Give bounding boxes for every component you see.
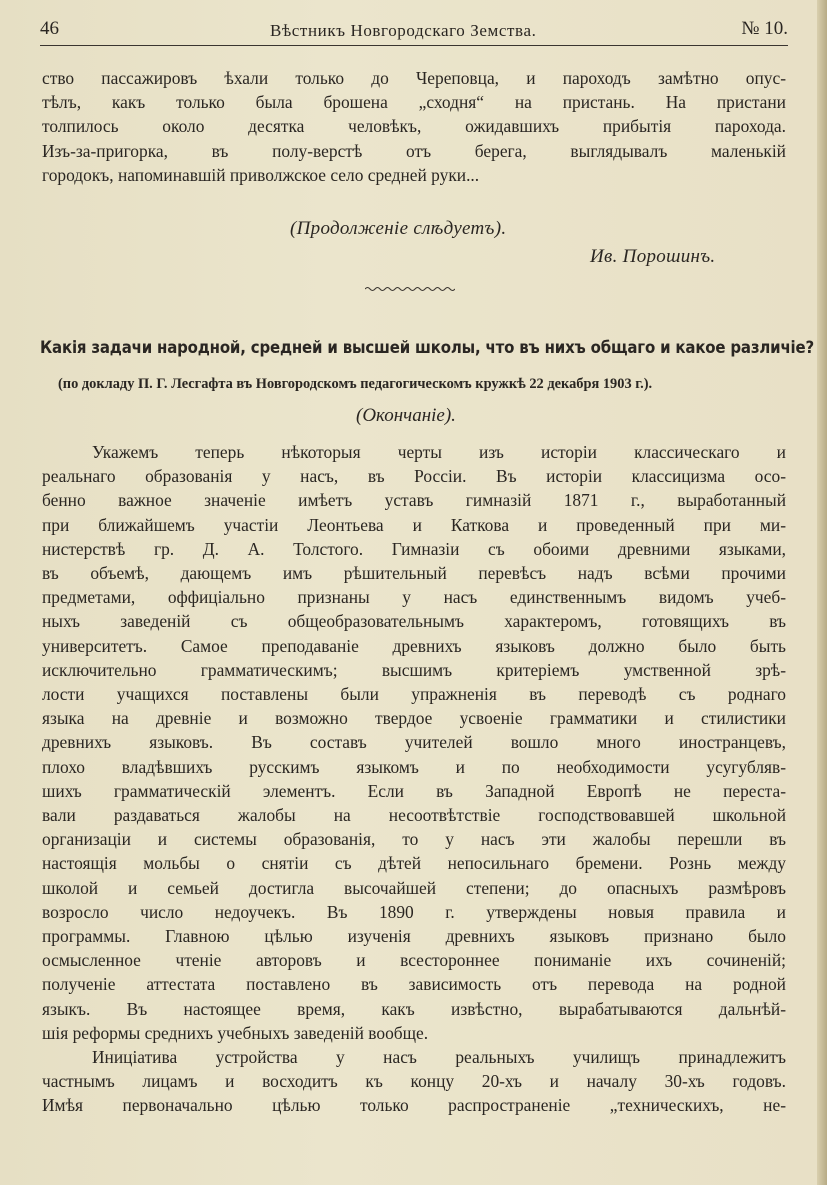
text-line: плохо владѣвшихъ русскимъ языкомъ и по необходимости усугубляв- [42, 756, 786, 777]
text-line: осмысленное чтеніе авторовъ и всестороннее пониманіе ихъ сочиненій; [42, 950, 786, 971]
text-line: Изъ-за-пригорка, въ полу-верстѣ отъ берега, выглядывалъ маленькій [42, 140, 786, 161]
text-line: Имѣя первоначально цѣлью только распространеніе „техническихъ, не- [42, 1095, 786, 1116]
text-line: въ объемѣ, дающемъ имъ рѣшительный перевѣсъ надъ всѣми прочими [42, 563, 786, 584]
header-rule [40, 45, 788, 46]
author-signature: Ив. Порошинъ. [590, 246, 716, 267]
text-line: лости учащихся поставлены были упражненія въ переводѣ съ роднаго [42, 684, 786, 705]
text-line: программы. Главною цѣлью изученія древнихъ языковъ признано было [42, 926, 786, 947]
article-title: Какія задачи народной, средней и высшей школы, что въ нихъ общаго и какое различіе? [40, 338, 814, 358]
text-line: вали раздаваться жалобы на несоотвѣтствіе господствовавшей школьной [42, 805, 786, 826]
text-line: частнымъ лицамъ и восходитъ къ концу 20-хъ и началу 30-хъ годовъ. [42, 1071, 786, 1092]
text-line: древнихъ языковъ. Въ составъ учителей вошло много иностранцевъ, [42, 732, 786, 753]
text-line: университетъ. Самое преподаваніе древнихъ языковъ должно было быть [42, 635, 786, 656]
continuation-note: (Продолженіе слѣдуетъ). [290, 218, 507, 239]
article-subtitle: (по докладу П. Г. Лесгафта въ Новгородскомъ педагогическомъ кружкѣ 22 декабря 1903 г.). [58, 376, 653, 392]
text-line: реальнаго образованія у насъ, въ Россіи. Въ исторіи классицизма осо- [42, 466, 786, 487]
text-line: шихъ грамматическій элементъ. Если въ Западной Европѣ не переста- [42, 780, 786, 801]
running-header [40, 18, 788, 48]
text-line: Укажемъ теперь нѣкоторыя черты изъ исторіи классическаго и [92, 442, 786, 462]
page-number: 46 [40, 18, 59, 39]
text-line: языкъ. Въ настоящее время, какъ извѣстно, вырабатываются дальнѣй- [42, 998, 786, 1019]
text-line: городокъ, напоминавшій приволжское село средней руки... [42, 164, 480, 185]
text-line: возросло число недоучекъ. Въ 1890 г. утверждены новыя правила и [42, 901, 786, 922]
text-line: предметами, оффиціально признаны у насъ единственнымъ видомъ учеб- [42, 587, 786, 608]
text-line: бенно важное значеніе имѣетъ уставъ гимназій 1871 г., выработанный [42, 490, 786, 511]
text-line: языка на древніе и возможно твердое усвоеніе грамматики и стилистики [42, 708, 786, 729]
issue-number: № 10. [741, 18, 788, 39]
text-line: исключительно грамматическимъ; высшимъ критеріемъ умственной зрѣ- [42, 659, 786, 680]
text-line: толпилось около десятка человѣкъ, ожидавшихъ прибытія парохода. [42, 116, 786, 137]
text-line: ство пассажировъ ѣхали только до Череповца, и пароходъ замѣтно опус- [42, 68, 786, 88]
previous-article-text [42, 66, 786, 187]
text-line: школой и семьей достигла высочайшей степени; до опасныхъ размѣровъ [42, 877, 786, 898]
text-line: полученіе аттестата поставлено въ зависимость отъ перевода на родной [42, 974, 786, 995]
text-line: Иниціатива устройства у насъ реальныхъ училищъ принадлежитъ [92, 1047, 786, 1068]
text-line: настоящія мольбы о снятіи съ дѣтей непосильнаго бремени. Рознь между [42, 853, 786, 874]
divider-ornament [365, 286, 455, 292]
text-line: ныхъ заведеній съ общеобразовательнымъ характеромъ, готовящихъ въ [42, 611, 786, 632]
article-part-label: (Окончаніе). [356, 405, 456, 426]
text-line: тѣлъ, какъ только была брошена „сходня“ на пристань. На пристани [42, 92, 786, 113]
journal-title: Вѣстникъ Новгородскаго Земства. [270, 21, 537, 40]
text-line: при ближайшемъ участіи Леонтьева и Каткова и проведенный при ми- [42, 514, 786, 535]
article-body [42, 440, 786, 1118]
page-spine-edge [817, 0, 827, 1185]
text-line: организаціи и системы образованія, то у насъ эти жалобы перешли въ [42, 829, 786, 850]
text-line: шія реформы среднихъ учебныхъ заведеній вообще. [42, 1022, 429, 1043]
text-line: нистерствѣ гр. Д. А. Толстого. Гимназіи съ обоими древними языками, [42, 538, 786, 559]
